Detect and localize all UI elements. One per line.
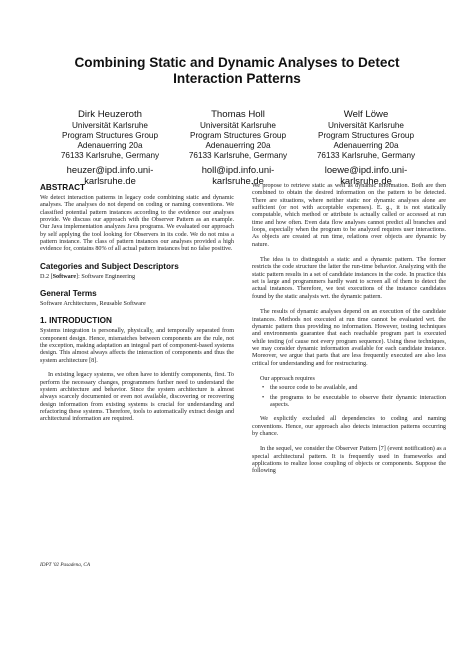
author-3 [296, 109, 436, 186]
author-affiliation-line: Universität Karlsruhe [72, 121, 148, 130]
title-line-2: Interaction Patterns [173, 71, 301, 86]
right-paragraph-4: Our approach requires [260, 375, 315, 382]
author-email-line: karlsruhe.de [84, 175, 136, 186]
list-item: • the programs to be executable to observe their dynamic interaction aspects. [252, 395, 446, 410]
author-name: Thomas Holl [211, 109, 265, 120]
venue-footnote: IDPT '02 Pasadena, CA [40, 562, 91, 568]
author-name: Welf Löwe [343, 109, 389, 120]
author-affiliation-line: Program Structures Group [317, 131, 414, 140]
paper-title [40, 55, 434, 87]
author-affiliation-line: 76133 Karlsruhe, Germany [188, 151, 288, 160]
author-affiliation-line: Program Structures Group [61, 131, 158, 140]
author-email-line: karlsruhe.de [340, 175, 392, 186]
abstract-heading: ABSTRACT [40, 183, 86, 192]
right-paragraph-2: The idea is to distinguish a static and a dynamic pattern. The former restricts the code structure the latter the run-time behavior. Analyzing with the static pattern results in a set of candidate instances in the code. In practice this set is large and programmers hardly want to screen all of them to detect the actual instances. Therefore, we test executions of the instance candidates found by the static analysis wrt. the dynamic pattern. [252, 257, 446, 300]
categories-bold: Software [52, 273, 77, 280]
right-column [252, 183, 446, 484]
author-affiliation-line: Universität Karlsruhe [328, 121, 404, 130]
introduction-paragraph-2: In existing legacy systems, we often have to identify components, first. To perform the necessary changes, programmers further need to understand the system architecture and behavior. Since the system architecture is almost always scarcely documented or even not available, discovering or recovering design information from existing systems is crucial for understanding and refactoring these systems. Therefore, tools to automatically extract design and architectural information are required. [40, 372, 234, 423]
categories-text [40, 274, 234, 281]
left-column [40, 183, 234, 424]
author-affiliation-line: Adenauerring 20a [205, 141, 271, 150]
introduction-heading: 1. INTRODUCTION [40, 316, 112, 326]
list-item: • the source code to be available, and [252, 385, 446, 392]
author-affiliation-line: Adenauerring 20a [333, 141, 399, 150]
requirements-list [252, 385, 446, 409]
introduction-paragraph-1: Systems integration is personally, physically, and temporally separated from component design. Hence, mismatches between components are the rule, not the exception, making adaptation an integral part of component-based systems design. This almost always affects the interaction of components and thus the system architecture [8]. [40, 328, 234, 364]
categories-heading: Categories and Subject Descriptors [40, 261, 179, 271]
author-email-line: karlsruhe.de [212, 175, 264, 186]
general-terms-text: Software Architectures, Reusable Software [40, 301, 146, 308]
right-paragraph-1: We propose to retrieve static as well as dynamic information. Both are then combined to obtain the desired information on the pattern to be detected. There are situations, where neither static nor dynamic analyses alone are sufficient (or not with acceptable expenses). E. g., it is not statically computable, which method or attribute is actually called or accessed at run time and how often. Even data flow analyses cannot predict all branches and loops, especially when the program to be analyzed requires user interactions. As objects are created at run time, relations over objects are dynamic by nature. [252, 183, 446, 248]
author-2 [168, 109, 308, 186]
author-1 [40, 109, 180, 186]
author-name: Dirk Heuzeroth [78, 109, 142, 120]
right-paragraph-5: We explicitly excluded all dependencies to coding and naming conventions. Hence, our approach also detects interaction patterns occurring by chance. [252, 416, 446, 437]
right-paragraph-3: The results of dynamic analyses depend on an execution of the candidate instances. Methods not executed at run time cannot be evaluated wrt. the dynamic pattern thus providing no information. However, testing techniques and environments guarantee that each reachable program part is executed while testing (of cause not every program sequence). Using these techniques, we may consider dynamic information available for each candidate instance. Moreover, we argue that parts that are less frequently executed are also less critical for understanding and for restructuring. [252, 309, 446, 367]
author-email-line: loewe@ipd.info.uni- [324, 164, 408, 175]
categories-prefix: D.2 [ [40, 273, 53, 280]
title-line-1: Combining Static and Dynamic Analyses to Detect [74, 55, 400, 70]
author-email-line: heuzer@ipd.info.uni- [66, 164, 154, 175]
general-terms-heading: General Terms [40, 289, 97, 299]
author-affiliation-line: Adenauerring 20a [77, 141, 143, 150]
author-affiliation-line: 76133 Karlsruhe, Germany [60, 151, 160, 160]
right-paragraph-6: In the sequel, we consider the Observer Pattern [7] (event notification) as a special architectural pattern. It is frequently used in frameworks and applications to realize loose coupling of objects or components. Suppose the following [252, 446, 446, 475]
author-affiliation-line: Program Structures Group [189, 131, 286, 140]
author-affiliation-line: 76133 Karlsruhe, Germany [316, 151, 416, 160]
author-email-line: holl@ipd.info.uni- [201, 164, 275, 175]
author-affiliation-line: Universität Karlsruhe [200, 121, 276, 130]
abstract-text: We detect interaction patterns in legacy code combining static and dynamic analyses. The analyses do not depend on coding or naming conventions. We classified potential pattern instances according to the evidence our analyses provide. We discuss our approach with the Observer Pattern as an example. Our Java implementation analyzes Java programs. We evaluated our approach by self applying the tool looking for Observers in its code. We do not miss a pattern instance. The class of pattern instances our analyses provided a high evidence for, contains 80% of all actual pattern instances but no false positive. [40, 195, 234, 253]
categories-suffix: ]: Software Engineering [76, 273, 136, 280]
